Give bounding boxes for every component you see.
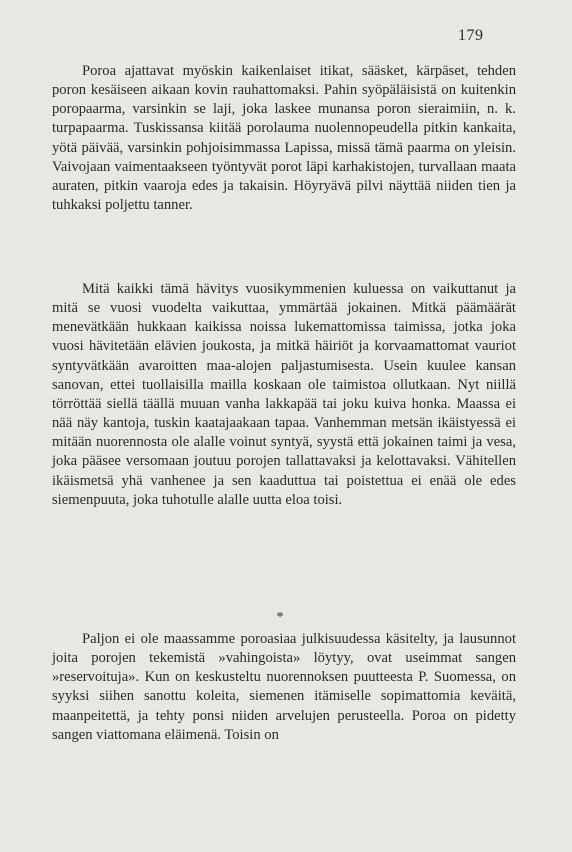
paragraph: Paljon ei ole maassamme poroasiaa julkisuudessa käsitelty, ja lausunnot joita porojen tekemistä »vahingoista» löytyy, ovat useimmat sangen »reservoituja». Kun on keskusteltu nuorennoksen puutteesta P. Suomessa, on syyksi siihen sanottu koleita, siemenen itämiselle sopimattomia keväitä, maanpeitettä, ja tehty ponsi niiden arvelujen perusteella. Poroa on pidetty sangen viattomana eläimenä. Toisin on <box>52 631 516 743</box>
asterisk-separator: * <box>276 610 284 625</box>
page-number: 179 <box>458 27 484 44</box>
paragraph-block <box>52 630 516 745</box>
paragraph-block <box>52 280 516 510</box>
paragraph: Poroa ajattavat myöskin kaikenlaiset itikat, sääsket, kärpäset, tehden poron kesäiseen aikaan kovin rauhattomaksi. Pahin syöpäläisistä on kuitenkin poropaarma, varsinkin se laji, joka laskee munansa poron sieraimiin, n. k. turpapaarma. Tuskissansa kiitää porolauma nuolennopeudella pitkin kankaita, yötä päivää, varsinkin pohjoisimmassa Lapissa, missä tämä paarma on yleisin. Vaivojaan vaimentaakseen työntyvät porot läpi karhakistojen, turvallaan maata auraten, pitkin vaaroja edes ja takaisin. Höyryävä pilvi näyttää niiden tien ja tuhkaksi poljettu tanner. <box>52 63 516 214</box>
section-separator <box>0 610 572 626</box>
paragraph: Mitä kaikki tämä hävitys vuosikymmenien kuluessa on vaikuttanut ja mitä se vuosi vuodelta vaikuttaa, ymmärtää jokainen. Mitkä päämäärät menevätkään hukkaan kaikissa noissa lukemattomissa taimissa, jotka joka vuosi hävitetään elävien joukosta, ja mitkä häiriöt ja korvaamattomat vauriot syntyvätkään avaroitten maa-alojen paljastumisesta. Usein kuulee kansan sanovan, ettei tuollaisilla mailla koskaan ole taimistoa ollutkaan. Nyt niillä törröttää siellä täällä muuan vanha lakkapää tai joku kuiva honka. Maassa ei nää näy kantoja, tuskin kaatajaakaan tapaa. Vanhemman metsän ikäistyessä ei mitään nuorennosta ole alalle voinut syntyä, syystä että jokainen taimi ja vesa, joka pääsee versomaan joutuu porojen tallattavaksi ja kelottavaksi. Vähitellen ikäismetsä yhä vanhenee ja sen kaaduttua tai poistettua ei enää ole edes siemenpuuta, joka tuhotulle alalle uutta eloa toisi. <box>52 281 516 508</box>
paragraph-block <box>52 62 516 215</box>
